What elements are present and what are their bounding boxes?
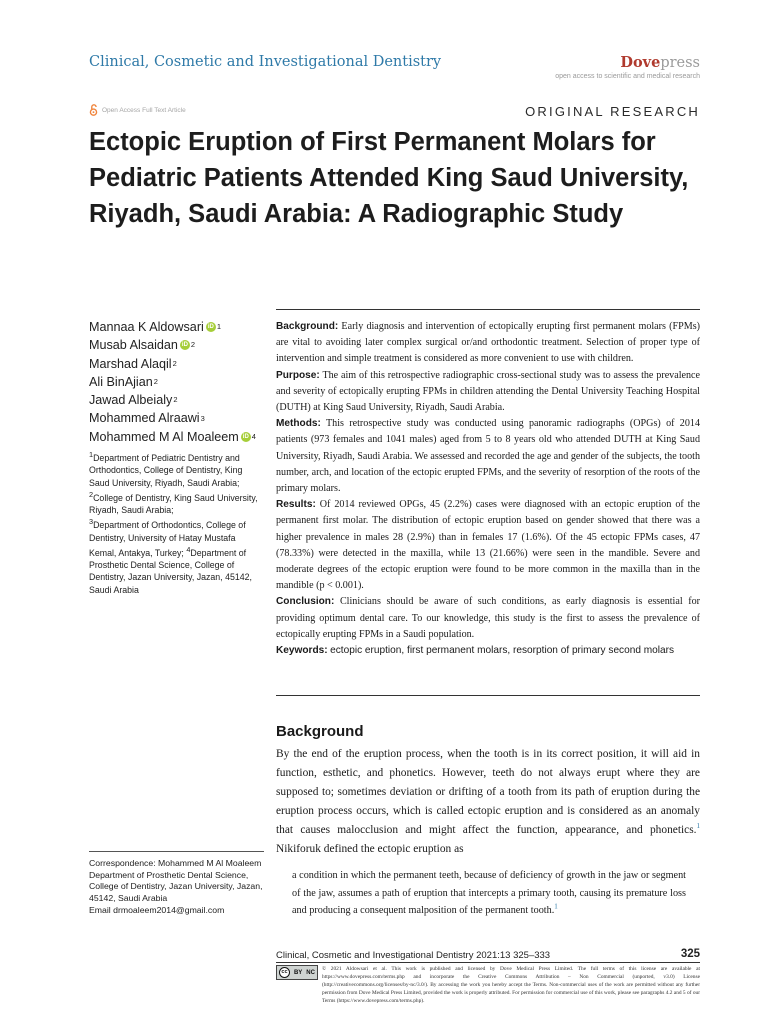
abstract-keywords: Keywords: ectopic eruption, first permanent molars, resorption of primary second molars (276, 645, 675, 657)
journal-name[interactable]: Clinical, Cosmetic and Investigational Dentistry (89, 54, 442, 70)
page-number: 325 (680, 948, 700, 960)
author-name[interactable]: Jawad Albeialy 2 (89, 393, 178, 408)
by-label: BY (293, 969, 303, 976)
abstract-purpose: Purpose: The aim of this retrospective radiographic cross-sectional study was to assess the prevalence and severity of ectopically erupting FPMs in children attending the Dental University Teaching Hospital (DUTH) at King Saud University, Riyadh, Saudi Arabia. (276, 369, 700, 414)
affiliation-text: Department of Orthodontics, College of Dentistry, University of Hatay Mustafa Kemal, Antakya, Turkey; (89, 520, 246, 558)
open-access-icon (89, 104, 98, 116)
affiliation-number: 4 (186, 544, 191, 554)
author-name[interactable]: Mohammed M Al Moaleem iD 4 (89, 429, 256, 444)
definition-quote: a condition in which the permanent teeth, because of deficiency of growth in the jaw or segment of the jaw, assumes a path of eruption that intercepts a primary tooth, causing its premature loss and producing a consequent malposition of the permanent tooth.$^1$ (292, 870, 686, 916)
open-access-badge (89, 104, 186, 116)
license-text: © 2021 Aldowsari et al. This work is published and licensed by Dove Medical Press Limited. The full terms of this license are available at https://www.dovepress.com/terms.php and incorporate the Creative Commons Attribution – Non Commercial (unported, v3.0) License (http://creativecommons.org/licenses/by-nc/3.0/). By accessing the work you hereby accept the Terms. Non-commercial uses of the work are permitted without any further permission from Dove Medical Press Limited, provided the work is properly attributed. For permission for commercial use of this work, please see paragraphs 4.2 and 5 of our Terms (https://www.dovepress.com/terms.php). (322, 966, 701, 1004)
orcid-icon[interactable]: iD (181, 342, 188, 349)
affiliation-number: 3 (89, 517, 94, 527)
reference-link[interactable]: 1 (696, 822, 700, 831)
author-list (89, 318, 256, 446)
license-block (276, 965, 700, 1005)
correspondence (89, 858, 264, 917)
affiliation-text: College of Dentistry, King Saud University, Riyadh, Saudi Arabia; (89, 492, 258, 516)
author-name[interactable]: Musab Alsaidan iD 2 (89, 338, 196, 353)
publisher-tagline: open access to scientific and medical research (555, 73, 700, 80)
reference-link[interactable]: 1 (554, 902, 558, 911)
cc-icon: cc (279, 967, 290, 978)
divider-top (276, 309, 700, 310)
abstract-results: Results: Of 2014 reviewed OPGs, 45 (2.2%) cases were diagnosed with an ectopic eruption of the permanent first molar. The distribution of ectopic eruption based on gender showed that there was a higher prevalence in males 28 (2.9%) than in females 17 (1.6%). Of the 45 ectopic FPMs cases, 47 (78.33%) were detected in the maxilla, while 13 (21.66%) were seen in the mandible. Severe and moderate degrees of the ectopic eruption were found to be more common in the maxilla than in the mandible (p < 0.001). (276, 499, 700, 592)
abstract-methods: Methods: This retrospective study was conducted using panoramic radiographs (OPGs) of 2014 patients (973 females and 1041 males) aged from 5 to 8 years old who attended DUTH at King Saud University, Riyadh, Saudi Arabia. We assessed and recorded the age and gender of the subjects, the tooth number, arch, and location of the ectopic erupted FPMs, and the severity of resorption of the roots of the primary molars. (276, 418, 700, 495)
publisher-logo[interactable] (555, 54, 700, 80)
divider-correspondence (89, 851, 264, 852)
article-title: Ectopic Eruption of First Permanent Molars for Pediatric Patients Attended King Saud University, Riyadh, Saudi Arabia: A Radiographic Study (89, 128, 689, 228)
footer-citation: Clinical, Cosmetic and Investigational Dentistry 2021:13 325–333 (276, 950, 551, 961)
orcid-icon[interactable]: iD (207, 324, 214, 331)
cc-by-nc-license-icon[interactable] (276, 965, 318, 980)
divider-footer (276, 962, 700, 963)
correspondence-address: Department of Prosthetic Dental Science, College of Dentistry, Jazan University, Jazan, 45142, Saudi Arabia (89, 869, 263, 904)
orcid-icon[interactable]: iD (242, 433, 249, 440)
author-name[interactable]: Mohammed Alraawi 3 (89, 411, 205, 426)
nc-label: NC (306, 969, 315, 976)
background-paragraph: By the end of the eruption process, when the tooth is in its correct position, it will aid in function, esthetic, and phonetics. However, teeth do not always erupt where they are supposed to; sometimes deviation or drifting of a tooth from its path of eruption during the eruption process occurs, which is called ectopic eruption and is considered as an anomaly that causes malocclusion and might affect the function, appearance, and phonetics.$^1$ Nikiforuk defined the ectopic eruption as (276, 748, 700, 855)
article-type: ORIGINAL RESEARCH (525, 104, 700, 119)
affiliation-text: Department of Prosthetic Dental Science, College of Dentistry, Jazan University, Jazan, 45142, Saudi Arabia (89, 547, 252, 595)
section-heading-background: Background (276, 723, 364, 740)
divider-abstract (276, 695, 700, 696)
author-name[interactable]: Ali BinAjian 2 (89, 374, 158, 389)
correspondence-email[interactable]: Email drmoaleem2014@gmail.com (89, 904, 225, 915)
affiliation-number: 2 (89, 489, 94, 499)
publisher-brand-dove: Dove (620, 54, 661, 71)
abstract (276, 319, 700, 659)
correspondence-author: Correspondence: Mohammed M Al Moaleem (89, 858, 262, 868)
publisher-brand-press: press (660, 55, 700, 71)
author-name[interactable]: Marshad Alaqil 2 (89, 356, 177, 371)
author-name[interactable]: Mannaa K Aldowsari iD 1 (89, 320, 221, 334)
affiliation-number: 1 (89, 450, 94, 459)
affiliations (89, 449, 264, 596)
affiliation-text: Department of Pediatric Dentistry and Orthodontics, College of Dentistry, King Saud University, Riyadh, Saudi Arabia; (89, 452, 243, 488)
abstract-conclusion: Conclusion: Clinicians should be aware of such conditions, as early diagnosis is essential for providing optimum dental care. To our knowledge, this study is the first to assess the prevalence of ectopically erupting FPMs in a Saudi population. (276, 596, 701, 640)
open-access-label: Open Access Full Text Article (102, 106, 186, 114)
abstract-background: Background: Early diagnosis and intervention of ectopically erupting first permanent molars (FPMs) are vital to avoiding later complex surgical or/and orthodontic treatment. Selection of proper type of intervention and simple treatment is considered as more convenient to use with children. (276, 321, 700, 365)
